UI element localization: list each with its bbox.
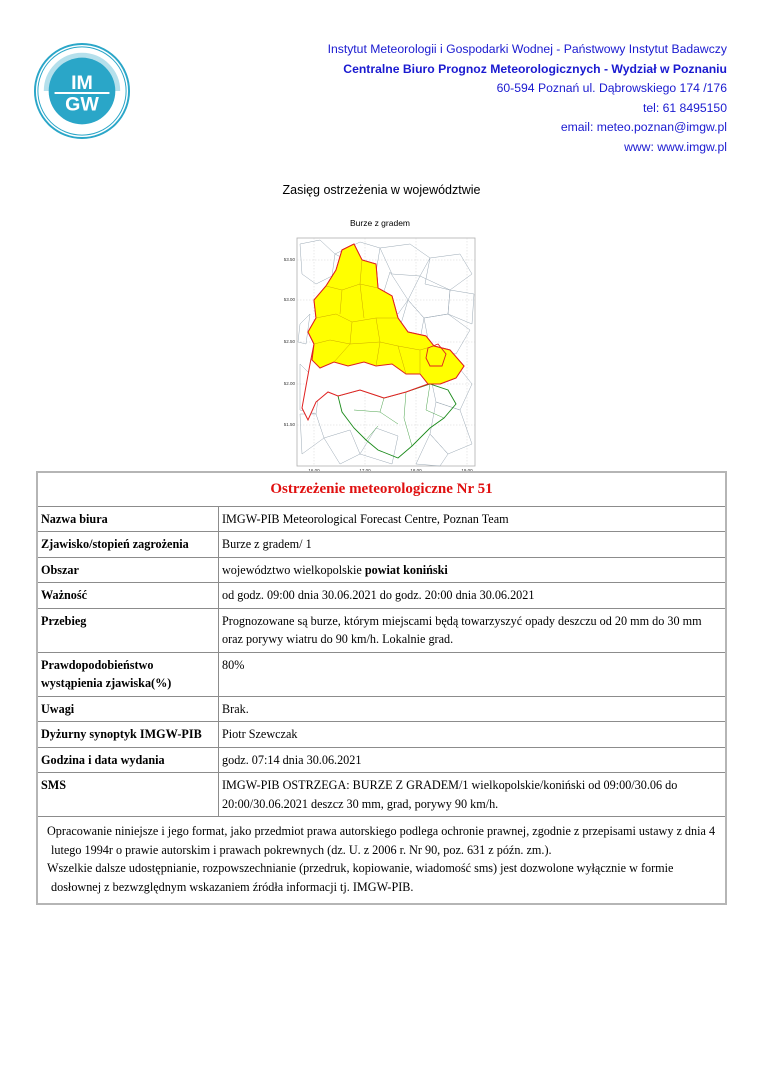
row-sms — [37, 773, 726, 817]
row-area — [37, 557, 726, 583]
y-tick: 52.00 — [283, 381, 295, 386]
address: 60-594 Poznań ul. Dąbrowskiego 174 /176 — [496, 81, 727, 95]
warning-title: Ostrzeżenie meteorologiczne Nr 51 — [37, 472, 726, 506]
row-label: Przebieg — [37, 608, 219, 652]
distribution-text — [41, 859, 722, 896]
header-contact — [328, 40, 727, 157]
logo-imgw-bottom: GW — [65, 93, 99, 116]
row-value: od godz. 09:00 dnia 30.06.2021 do godz. 20:00 dnia 30.06.2021 — [219, 583, 727, 609]
row-course — [37, 608, 726, 652]
row-value: 80% — [219, 652, 727, 696]
area-region: województwo wielkopolskie — [222, 562, 365, 577]
row-probability — [37, 652, 726, 696]
row-validity — [37, 583, 726, 609]
row-value: Prognozowane są burze, którym miejscami będą towarzyszyć opady deszczu od 20 mm do 30 mm oraz porywy wiatru do 90 km/h. Lokalnie grad. — [219, 608, 727, 652]
phone: tel: 61 8495150 — [642, 100, 727, 115]
x-tick: 18.00 — [410, 468, 422, 473]
row-label: Ważność — [37, 583, 219, 609]
row-value: IMGW-PIB Meteorological Forecast Centre, Poznan Team — [219, 506, 727, 532]
y-tick: 53.00 — [283, 297, 295, 302]
map-title: Burze z gradem — [350, 218, 410, 228]
area-county: powiat koniński — [364, 562, 448, 577]
x-tick: 19.00 — [461, 468, 473, 473]
copyright-text — [41, 822, 722, 859]
row-label: Nazwa biura — [37, 506, 219, 532]
row-forecaster — [37, 722, 726, 748]
copyright-paragraph-2: Wszelkie dalsze udostępnianie, rozpowszechnianie (przedruk, kopiowanie, wiadomość sms) jest dozwolone wyłącznie w formie dosłownej z bezwzględnym wskazaniem źródła informacji tj. IMGW-PIB. — [47, 861, 674, 894]
row-issued — [37, 747, 726, 773]
row-label: Prawdopodobieństwo wystąpienia zjawiska(%) — [37, 652, 219, 696]
bureau-name: Centralne Biuro Prognoz Meteorologicznych - Wydział w Poznaniu — [343, 61, 727, 76]
logo-imgw-top: IM — [71, 72, 93, 95]
imgw-logo — [33, 42, 131, 140]
x-tick: 16.00 — [308, 468, 320, 473]
row-label: Dyżurny synoptyk IMGW-PIB — [37, 722, 219, 748]
row-office — [37, 506, 726, 532]
row-label: Obszar — [37, 557, 219, 583]
row-label: Uwagi — [37, 696, 219, 722]
row-label: Zjawisko/stopień zagrożenia — [37, 532, 219, 558]
row-value: IMGW-PIB OSTRZEGA: BURZE Z GRADEM/1 wielkopolskie/koniński od 09:00/30.06 do 20:00/30.06.2021 deszcz 30 mm, grad, porywy 90 km/h. — [219, 773, 727, 817]
warning-table — [36, 471, 727, 905]
y-tick: 51.50 — [283, 422, 295, 427]
row-value: Brak. — [219, 696, 727, 722]
x-tick: 17.00 — [359, 468, 371, 473]
row-phenomenon — [37, 532, 726, 558]
website: www: www.imgw.pl — [624, 139, 727, 154]
row-value: godz. 07:14 dnia 30.06.2021 — [219, 747, 727, 773]
row-label: Godzina i data wydania — [37, 747, 219, 773]
warning-map — [280, 214, 480, 476]
row-remarks — [37, 696, 726, 722]
row-value — [219, 557, 727, 583]
row-value: Piotr Szewczak — [219, 722, 727, 748]
email: email: meteo.poznan@imgw.pl — [560, 120, 727, 134]
row-value: Burze z gradem/ 1 — [219, 532, 727, 558]
copyright-paragraph-1: Opracowanie niniejsze i jego format, jako przedmiot prawa autorskiego podlega ochronie prawnej, zgodnie z przepisami ustawy z dnia 4 lutego 1994r o prawie autorskim i prawach pokrewnych (dz. U. z 2006 r. Nr 90, poz. 631 z późn. zm.). — [47, 824, 716, 857]
y-tick: 52.50 — [283, 339, 295, 344]
institute-name: Instytut Meteorologii i Gospodarki Wodnej - Państwowy Instytut Badawczy — [327, 42, 727, 56]
row-label: SMS — [37, 773, 219, 817]
copyright-note — [37, 817, 726, 905]
y-tick: 53.50 — [283, 257, 295, 262]
map-section-title: Zasięg ostrzeżenia w województwie — [282, 183, 481, 197]
